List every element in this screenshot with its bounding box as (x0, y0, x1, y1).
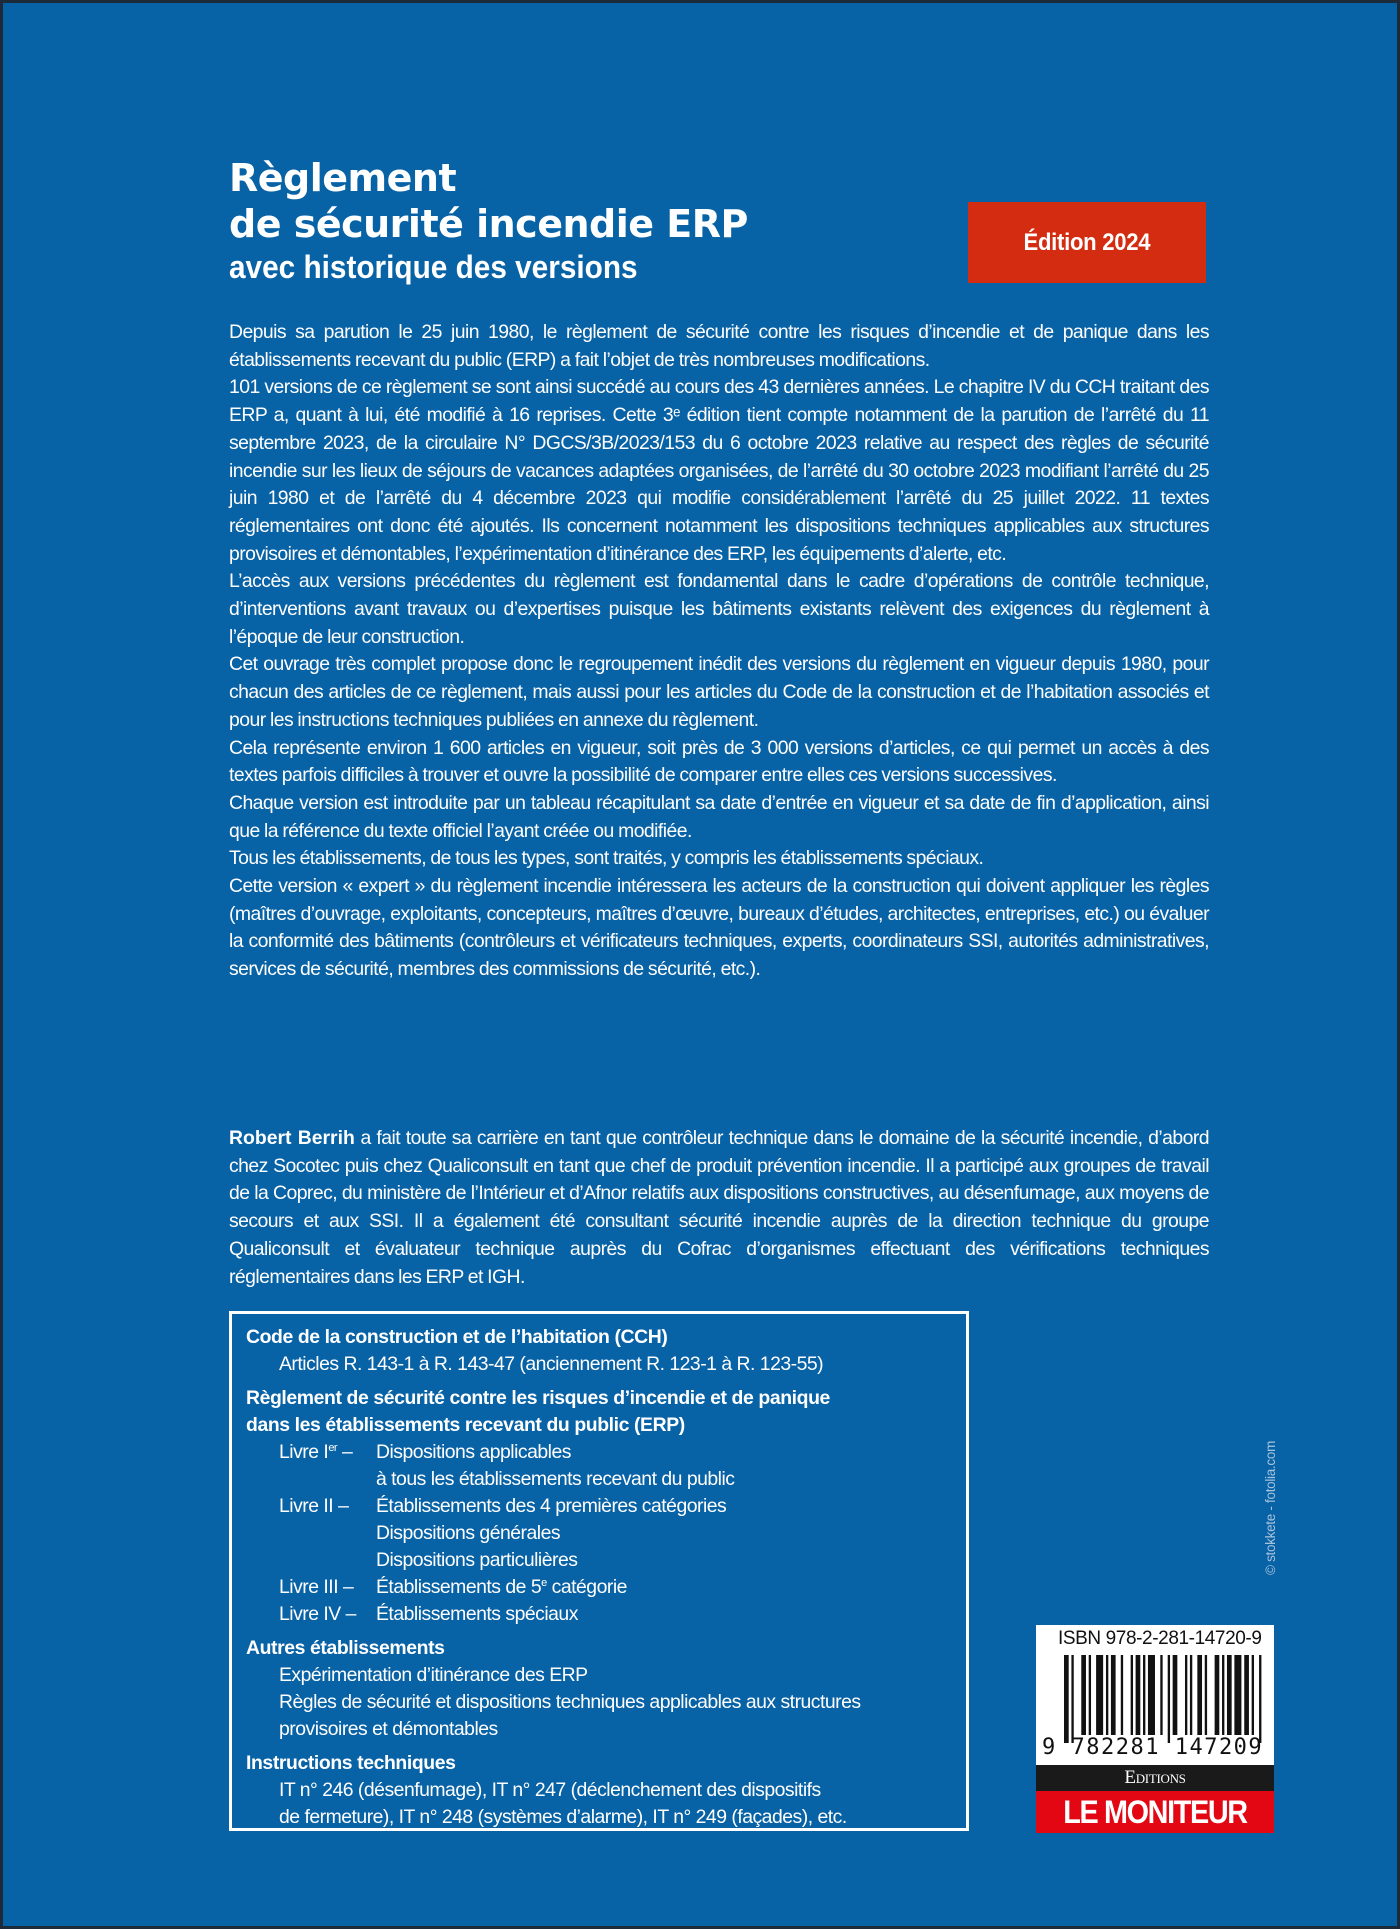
author-name: Robert Berrih (229, 1127, 355, 1149)
publisher-editions-band (1036, 1765, 1274, 1791)
section-item: de fermeture), IT n° 248 (systèmes d’alarme), IT n° 249 (façades), etc. (279, 1806, 847, 1828)
barcode-bar (1190, 1655, 1192, 1735)
description-paragraph: Cette version « expert » du règlement incendie intéressera les acteurs de la construction qui doivent appliquer les règles (maîtres d’ouvrage, exploitants, concepteurs, maîtres d’œuvre, bureaux d’études, architectes, entreprises, etc.) ou évaluer la conformité des bâtiments (contrôleurs et vérificateurs techniques, experts, coordinateurs SSI, autorités administratives, services de sécurité, membres des commissions de sécurité, etc.). (229, 875, 1209, 981)
livre-label: Livre II – (279, 1495, 349, 1517)
barcode-panel (1036, 1625, 1274, 1765)
title-block (229, 155, 748, 287)
livre-row (246, 1574, 956, 1601)
livre-row (246, 1493, 956, 1574)
description-paragraph: Cet ouvrage très complet propose donc le regroupement inédit des versions du règlement en vigueur depuis 1980, pour chacun des articles de ce règlement, mais aussi pour les articles du Code de la construction et de l’habitation associés et pour les instructions techniques publiées en annexe du règlement. (229, 653, 1209, 731)
section-heading-reglement: Règlement de sécurité contre les risques d’incendie et de panique (246, 1387, 830, 1409)
barcode-bar (1197, 1655, 1202, 1735)
barcode-bar (1143, 1655, 1145, 1735)
barcode-bar (1064, 1655, 1069, 1743)
contents-box (229, 1311, 969, 1831)
livre-row (246, 1601, 956, 1628)
section-item: Règles de sécurité et dispositions techniques applicables aux structures (279, 1691, 861, 1713)
livre-line: Dispositions applicables (376, 1441, 571, 1463)
livre-label: Livre Ier – (279, 1441, 353, 1463)
livre-row (246, 1439, 956, 1493)
edition-badge (968, 202, 1206, 283)
barcode-bar (1173, 1655, 1178, 1735)
photo-credit: © stokkete - fotolia.com (1263, 1440, 1278, 1576)
barcode-bar (1244, 1655, 1249, 1735)
livre-line: Dispositions générales (376, 1522, 561, 1544)
barcode-bar (1131, 1655, 1133, 1735)
description-paragraph: Chaque version est introduite par un tableau récapitulant sa date d’entrée en vigueur et sa date de fin d’application, ainsi que la référence du texte officiel l’ayant créée ou modifiée. (229, 791, 1209, 842)
barcode-bar (1215, 1655, 1220, 1735)
back-cover (3, 3, 1397, 1926)
title-line-1: Règlement (229, 156, 457, 200)
description (229, 319, 1209, 984)
barcode-bar (1121, 1655, 1123, 1735)
section-heading-cch: Code de la construction et de l’habitation (CCH) (246, 1326, 668, 1348)
section-item: Expérimentation d’itinérance des ERP (279, 1664, 588, 1686)
barcode-bar (1252, 1655, 1254, 1735)
barcode-bar (1222, 1655, 1224, 1735)
isbn-label: ISBN 978-2-281-14720-9 (1058, 1628, 1262, 1649)
barcode-bar (1160, 1655, 1162, 1735)
section-item: provisoires et démontables (279, 1718, 498, 1740)
livre-label: Livre IV – (279, 1603, 356, 1625)
barcode-bar (1259, 1655, 1261, 1743)
description-paragraph: 101 versions de ce règlement se sont ainsi succédé au cours des 43 dernières années. Le chapitre IV du CCH traitant des ERP a, quant à lui, été modifié à 16 reprises. Cette 3ᵉ édition tient compte notamment de la parution de l’arrêté du 11 septembre 2023, de la circulaire N° DGCS/3B/2023/153 du 6 octobre 2023 relative au respect des règles de sécurité incendie sur les lieux de séjours de vacances adaptées organisées, de l’arrêté du 30 octobre 2023 modifiant l’arrêté du 25 juin 1980 et de l’arrêté du 4 décembre 2023 qui modifie considérablement l’arrêté du 25 juillet 2022. 11 textes réglementaires ont donc été ajoutés. Ils concernent notamment les dispositions techniques applicables aux structures provisoires et démontables, l’expérimentation d’itinérance des ERP, les équipements d’alerte, etc. (229, 376, 1209, 565)
publisher-logo (1036, 1791, 1274, 1833)
description-paragraph: Cela représente environ 1 600 articles en vigueur, soit près de 3 000 versions d’articles, ce qui permet un accès à des textes parfois difficiles à trouver et ouvre la possibilité de comparer entre elles ces versions successives. (229, 736, 1209, 787)
barcode-bar (1081, 1655, 1086, 1735)
barcode-bar (1205, 1655, 1207, 1735)
barcode-bar (1111, 1655, 1116, 1735)
section-heading-autres: Autres établissements (246, 1637, 445, 1659)
livre-line: Établissements des 4 premières catégories (376, 1495, 727, 1517)
title-line-2: de sécurité incendie ERP (229, 202, 748, 246)
barcode-bar (1136, 1655, 1141, 1735)
isbn-block (1036, 1625, 1274, 1830)
section-item: IT n° 246 (désenfumage), IT n° 247 (déclenchement des dispositifs (279, 1779, 821, 1801)
barcode-bar (1071, 1655, 1073, 1743)
publisher-name: LE MONITEUR (1063, 1793, 1247, 1830)
section-item: Articles R. 143-1 à R. 143-47 (anciennement R. 123-1 à R. 123-55) (279, 1353, 824, 1375)
barcode-digits: 9 782281 147209 (1042, 1735, 1264, 1760)
livre-label: Livre III – (279, 1576, 354, 1598)
description-paragraph: Tous les établissements, de tous les types, sont traités, y compris les établissements spéciaux. (229, 847, 984, 870)
barcode-icon (1064, 1655, 1264, 1743)
barcode-bar (1096, 1655, 1103, 1735)
barcode-bar (1227, 1655, 1232, 1735)
livre-line: Dispositions particulières (376, 1549, 578, 1571)
description-paragraph: Depuis sa parution le 25 juin 1980, le règlement de sécurité contre les risques d’incendie et de panique dans les établissements recevant du public (ERP) a fait l’objet de très nombreuses modifications. (229, 321, 1209, 371)
publisher-editions: Editions (1124, 1767, 1186, 1788)
barcode-bar (1089, 1655, 1091, 1735)
livre-line: Établissements de 5e catégorie (376, 1576, 627, 1598)
author-bio (229, 1125, 1209, 1291)
section-heading-instructions: Instructions techniques (246, 1752, 456, 1774)
barcode-bar (1106, 1655, 1108, 1735)
author-bio-text: a fait toute sa carrière en tant que contrôleur technique dans le domaine de la sécurité incendie, d’abord chez Socotec puis chez Qualiconsult en tant que chef de produit prévention incendie. Il a participé aux groupes de travail de la Coprec, du ministère de l’Intérieur et d’Afnor relatifs aux dispositions constructives, au désenfumage, aux moyens de secours et aux SSI. Il a également été consultant sécurité incendie auprès de la direction technique du groupe Qualiconsult et évaluateur technique auprès du Cofrac d’organismes effectuant des vérifications techniques réglementaires dans les ERP et IGH. (229, 1127, 1210, 1288)
livre-line: Établissements spéciaux (376, 1603, 578, 1625)
description-paragraph: L’accès aux versions précédentes du règlement est fondamental dans le cadre d’opérations de contrôle technique, d’interventions avant travaux ou d’expertises puisque les bâtiments existants relèvent des exigences du règlement à l’époque de leur construction. (229, 570, 1209, 648)
barcode-bar (1185, 1655, 1187, 1735)
barcode-bar (1168, 1655, 1170, 1743)
subtitle: avec historique des versions (229, 249, 638, 285)
section-heading-reglement-2: dans les établissements recevant du public (ERP) (246, 1414, 685, 1436)
livre-line: à tous les établissements recevant du public (376, 1468, 735, 1490)
barcode-bar (1234, 1655, 1241, 1735)
barcode-bar (1148, 1655, 1155, 1735)
edition-badge-label: Édition 2024 (1023, 228, 1151, 256)
